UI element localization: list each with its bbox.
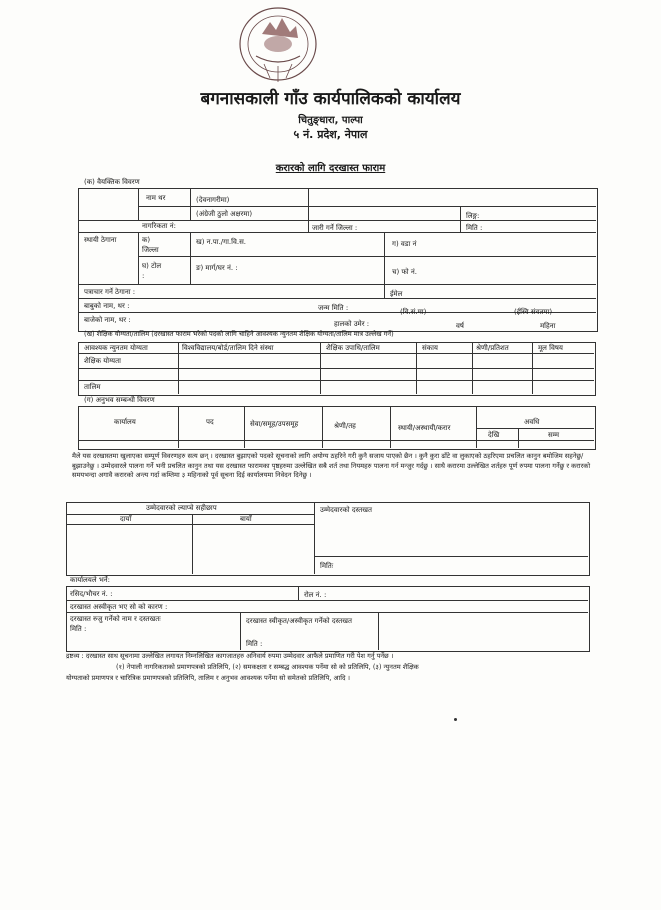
grandfather-name-label: बाजेको नाम, थर : (84, 316, 131, 324)
ink-dot (454, 718, 457, 721)
age-year-label: वर्ष (456, 322, 464, 330)
street-label: ङ) मार्ग/घर नं. : (196, 264, 238, 272)
edu-row-training: तालिम (84, 383, 101, 391)
signature-label: उम्मेदवारको दस्तखत (320, 506, 372, 514)
email-label: ईमेल (390, 290, 403, 298)
edu-col-required: आवश्यक न्युनतम योग्यता (84, 344, 148, 352)
left-thumb-label: बायाँ (240, 515, 252, 523)
note-line-3: योग्यताको प्रमाणपत्र र चारित्रिक प्रमाणपत्रको प्रतिलिपि, तालिम र अनुभव आवश्यक पर्नेमा सो समेतको प्रतिलिपि, आदि । (66, 674, 351, 682)
exp-col-to: सम्म (548, 431, 560, 439)
edu-row-qualification: शैक्षिक योग्यता (84, 357, 121, 365)
exp-col-service: सेवा/समूह/उपसमूह (250, 420, 299, 428)
address-line-2: ५ नं. प्रदेश, नेपाल (293, 128, 368, 141)
edu-col-degree: शैक्षिक उपाधि/तालिम (326, 344, 380, 352)
age-label: हालको उमेर : (334, 320, 370, 328)
verifier-label: दरखास्त रुजु गर्नेको नाम र दस्तखतः (70, 615, 161, 623)
age-month-label: महिना (540, 322, 556, 330)
english-label: (अंग्रेजी ठुलो अक्षरमा) (196, 210, 253, 218)
edu-col-faculty: संकाय (422, 344, 438, 352)
declaration-text: मैले यस दरखास्तमा खुलाएका सम्पूर्ण विवरणहरु सत्य छन् । दरखास्त बुझाएको पदको सूचनाको लागि अयोग्य ठहरिने गरी कुनै सजाय पाएको छैन । कुनै कुरा ढाँटे वा लुकाएको ठहरिएमा प्रचलित कानुन बमोजिम सहनेछु/बुझाउनेछु । उम्मेदवारले पालना गर्ने भनी प्रचलित कानुन तथा यस दरखास्त फारामका पृष्ठहरुमा उल्लेखित सबै शर्त तथा नियमहरु पालना गर्न मन्जुर गर्दछु । साथै करारमा उल्लेखित शर्तहरु पूर्ण रुपमा पालना गर्नेछु र करारको समयभन्दा अगावै करारको अन्त्य गर्दा कम्तिमा ३ महिनाको पूर्व सूचना दिई कार्यालयमा निवेदन दिनेछु । (72, 452, 591, 479)
father-name-label: बाबुको नाम, थर : (84, 302, 130, 310)
exp-col-type: स्थायी/अस्थायी/करार (398, 424, 451, 432)
note-line-2: (१) नेपाली नागरिकताको प्रमाणपत्रको प्रतिलिपि, (२) समकक्षता र सम्बद्ध आवश्यक पर्नेमा सो को प्रतिलिपि, (३) न्युनतम शैक्षिक (116, 663, 419, 671)
exp-col-level: श्रेणी/तह (334, 422, 356, 430)
receipt-label: रसिद/भौचर नं. : (70, 590, 113, 598)
edu-col-university: विश्वविद्यालय/बोर्ड/तालिम दिने संस्था (182, 344, 274, 352)
dob-label: जन्म मिति : (318, 304, 349, 312)
district-prefix: क) (142, 236, 151, 244)
approver-date-label: मिति : (246, 640, 263, 648)
exp-col-office: कार्यालय (114, 418, 136, 426)
phone-label: च) फो नं. (392, 268, 417, 276)
section-ka-heading: (क) वैयक्तिक विवरण (84, 178, 140, 186)
verifier-date-label: मिति : (70, 625, 87, 633)
right-thumb-label: दायाँ (120, 515, 132, 523)
note-line-1: द्रष्टव्य : दरखास्त साथ सूचनामा उल्लेखित लगायत निम्नलिखित कागजातहरु अनिवार्य रुपमा उम्मेदवार आफैले प्रमाणित गरी पेश गर्नु पर्नेछ । (66, 652, 394, 660)
office-use-heading: कार्यालयले भर्ने: (70, 576, 111, 584)
mailing-address-label: पत्राचार गर्ने ठेगाना : (84, 288, 136, 296)
municipality-label: ख) न.पा./गा.वि.स. (196, 238, 247, 246)
tole-label: घ) टोल (142, 262, 162, 270)
tole-colon: : (142, 272, 145, 280)
exp-col-duration: अवधि (524, 418, 540, 426)
exp-col-from: देखि (488, 431, 500, 439)
approver-label: दरखास्त स्वीकृत/अस्वीकृत गर्नेको दस्तखत (246, 617, 352, 625)
address-line-1: चितुङ्धारा, पाल्पा (298, 115, 363, 126)
roll-number-label: रोल नं. : (304, 591, 327, 599)
government-emblem-icon (226, 4, 330, 92)
edu-col-division: श्रेणी/प्रतिशत (476, 344, 509, 352)
ward-label: ग) वडा नं (392, 240, 417, 248)
fingerprint-heading: उम्मेदवारको ल्याप्चे सहीछाप (146, 504, 217, 512)
name-label: नाम थर (146, 194, 166, 202)
section-kha-heading: (ख) शैक्षिक योग्यता/तालिम (दरखास्त फाराम भरेको पदको लागि चाहिने आवश्यक न्युनतम शैक्षिक योग्यता/तालिम मात्र उल्लेख गर्ने) (84, 330, 394, 338)
dob-ad-label: (ईस्वि संवतमा) (514, 308, 553, 316)
permanent-address-label: स्थायी ठेगाना (84, 236, 117, 244)
section-ga-heading: (ग) अनुभव सम्बन्धी विवरण (84, 396, 155, 404)
issued-date-label: मिति : (466, 224, 483, 232)
citizenship-label: नागरिकता नं: (142, 222, 176, 230)
dob-bs-label: (वि.सं.मा) (400, 308, 427, 316)
district-label: जिल्ला (142, 246, 159, 254)
office-name: बगनासकाली गाँउ कार्यपालिकको कार्यालय (200, 89, 461, 109)
devanagari-label: (देवनागरीमा) (196, 196, 230, 204)
signature-date-label: मितिः (320, 562, 334, 570)
rejection-reason-label: दरखास्त अस्वीकृत भए सो को कारण : (70, 603, 168, 611)
issued-district-label: जारी गर्ने जिल्ला : (312, 224, 358, 232)
exp-col-post: पद (206, 418, 214, 426)
edu-col-major: मूल विषय (538, 344, 563, 352)
gender-label: लिङ्ग: (466, 212, 480, 220)
form-title: करारको लागि दरखास्त फाराम (275, 163, 386, 174)
